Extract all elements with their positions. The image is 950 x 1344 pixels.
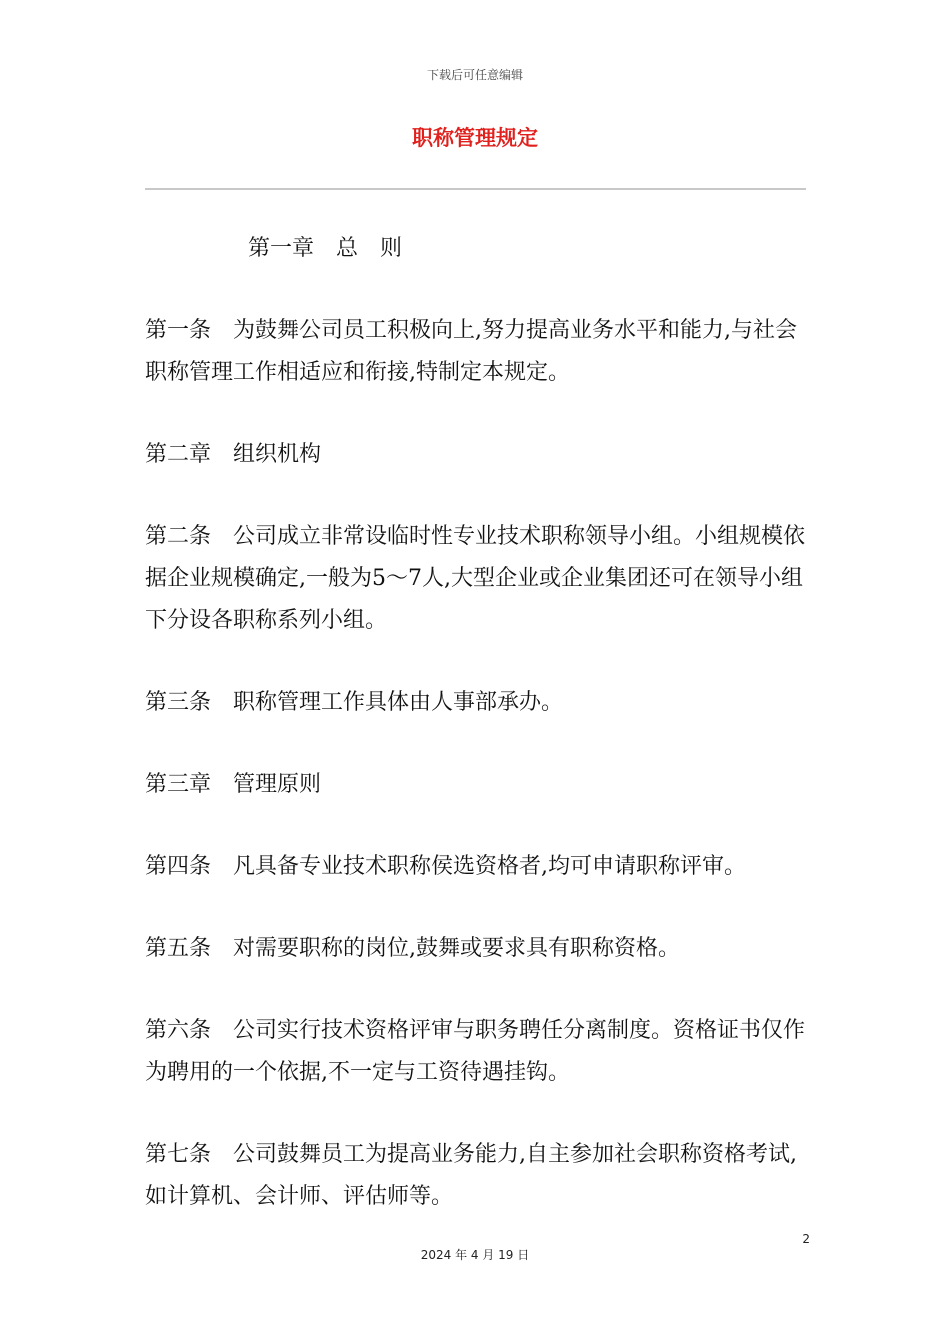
article-5-text: 对需要职称的岗位,鼓舞或要求具有职称资格。 bbox=[233, 936, 681, 961]
article-2-text: 公司成立非常设临时性专业技术职称领导小组。小组规模依据企业规模确定,一般为5～7人,大型企业或企业集团还可在领导小组下分设各职称系列小组。 bbox=[145, 524, 806, 633]
article-2 bbox=[145, 516, 809, 642]
chapter-1-heading bbox=[145, 228, 809, 270]
article-1 bbox=[145, 310, 809, 394]
page-header-note: 下载后可任意编辑 bbox=[426, 68, 523, 82]
chapter-1-label: 第一章 bbox=[248, 236, 315, 261]
chapter-3-title: 管理原则 bbox=[233, 772, 322, 797]
chapter-2-label: 第二章 bbox=[145, 442, 212, 467]
page-number: 2 bbox=[802, 1232, 810, 1246]
article-2-label: 第二条 bbox=[145, 524, 212, 549]
article-3 bbox=[145, 682, 809, 724]
footer-date: 2024 年 4 月 19 日 bbox=[420, 1248, 530, 1262]
article-1-label: 第一条 bbox=[145, 318, 212, 343]
article-7-text: 公司鼓舞员工为提高业务能力,自主参加社会职称资格考试,如计算机、会计师、评估师等。 bbox=[145, 1142, 798, 1209]
chapter-1-title: 总 则 bbox=[336, 236, 403, 261]
article-1-text: 为鼓舞公司员工积极向上,努力提高业务水平和能力,与社会职称管理工作相适应和衔接,特制定本规定。 bbox=[145, 318, 798, 385]
article-4-label: 第四条 bbox=[145, 854, 212, 879]
chapter-3-heading bbox=[145, 764, 809, 806]
article-6-text: 公司实行技术资格评审与职务聘任分离制度。资格证书仅作为聘用的一个依据,不一定与工资待遇挂钩。 bbox=[145, 1018, 806, 1085]
article-5 bbox=[145, 928, 809, 970]
article-7 bbox=[145, 1134, 809, 1218]
document-title: 职称管理规定 bbox=[412, 126, 538, 150]
article-6 bbox=[145, 1010, 809, 1094]
article-3-label: 第三条 bbox=[145, 690, 212, 715]
article-6-label: 第六条 bbox=[145, 1018, 212, 1043]
chapter-2-title: 组织机构 bbox=[233, 442, 322, 467]
title-divider bbox=[145, 188, 806, 190]
document-body bbox=[145, 228, 809, 1258]
article-7-label: 第七条 bbox=[145, 1142, 212, 1167]
article-5-label: 第五条 bbox=[145, 936, 212, 961]
article-4 bbox=[145, 846, 809, 888]
chapter-3-label: 第三章 bbox=[145, 772, 212, 797]
article-3-text: 职称管理工作具体由人事部承办。 bbox=[233, 690, 564, 715]
chapter-2-heading bbox=[145, 434, 809, 476]
article-4-text: 凡具备专业技术职称侯选资格者,均可申请职称评审。 bbox=[233, 854, 747, 879]
